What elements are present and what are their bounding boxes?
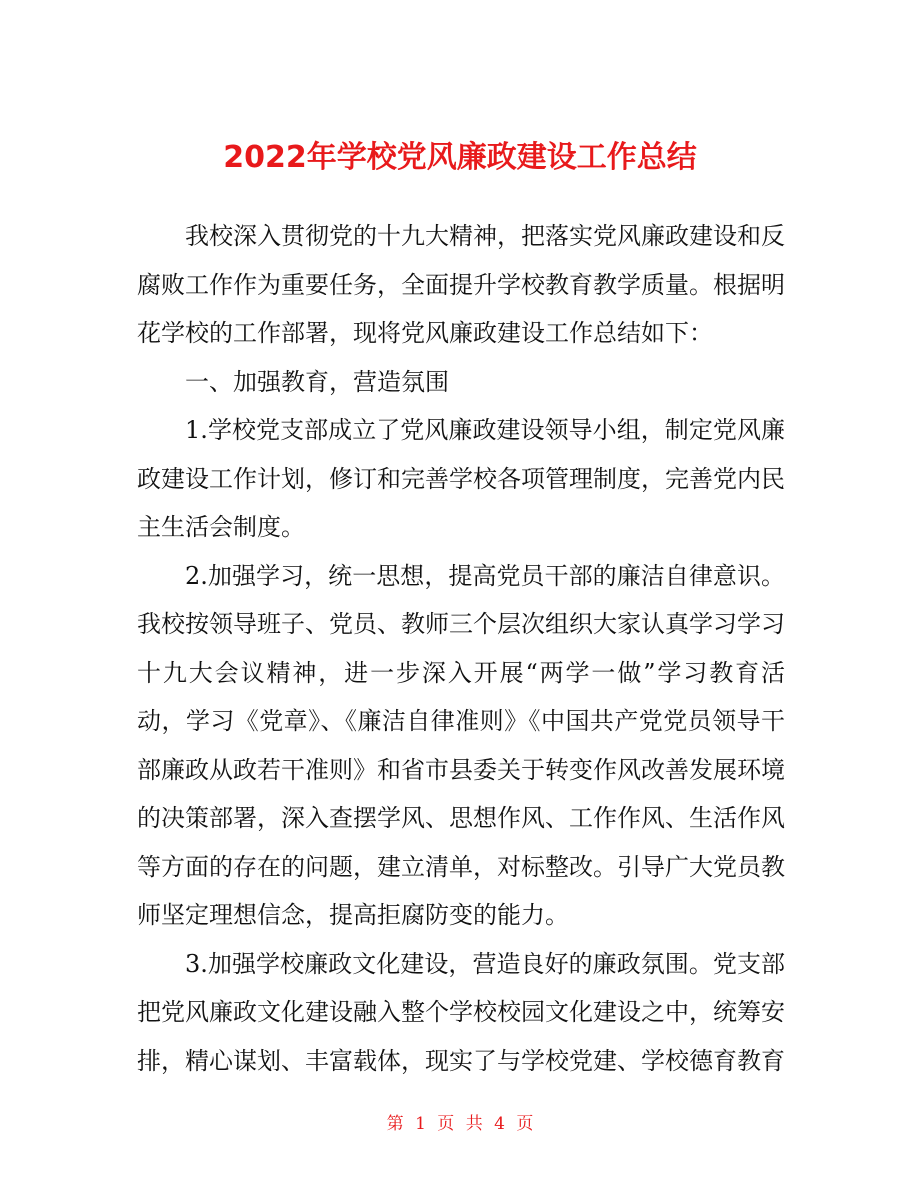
section-heading-1: 一、加强教育，营造氛围 [185,367,449,396]
page-number-footer: 第 1 页 共 4 页 [386,1114,534,1134]
paragraph-intro: 我校深入贯彻党的十九大精神，把落实党风廉政建设和反腐败工作作为重要任务，全面提升学校教育教学质量。根据明花学校的工作部署，现将党风廉政建设工作总结如下： [137,222,785,347]
document-title: 2022年学校党风廉政建设工作总结 [223,140,697,176]
paragraph-item-1: 1.学校党支部成立了党风廉政建设领导小组，制定党风廉政建设工作计划，修订和完善学校各项管理制度，完善党内民主生活会制度。 [137,416,785,541]
paragraph-item-2: 2.加强学习，统一思想，提高党员干部的廉洁自律意识。我校按领导班子、党员、教师三个层次组织大家认真学习学习十九大会议精神，进一步深入开展“两学一做”学习教育活动，学习《党章》、《廉洁自律准则》《中国共产党党员领导干部廉政从政若干准则》和省市县委关于转变作风改善发展环境的决策部署，深入查摆学风、思想作风、工作作风、生活作风等方面的存在的问题，建立清单，对标整改。引导广大党员教师坚定理想信念，提高拒腐防变的能力。 [137,561,785,929]
document-body [137,212,785,1085]
paragraph-item-3: 3.加强学校廉政文化建设，营造良好的廉政氛围。党支部把党风廉政文化建设融入整个学校校园文化建设之中，统筹安排，精心谋划、丰富载体，现实了与学校党建、学校德育教育 [137,949,785,1075]
